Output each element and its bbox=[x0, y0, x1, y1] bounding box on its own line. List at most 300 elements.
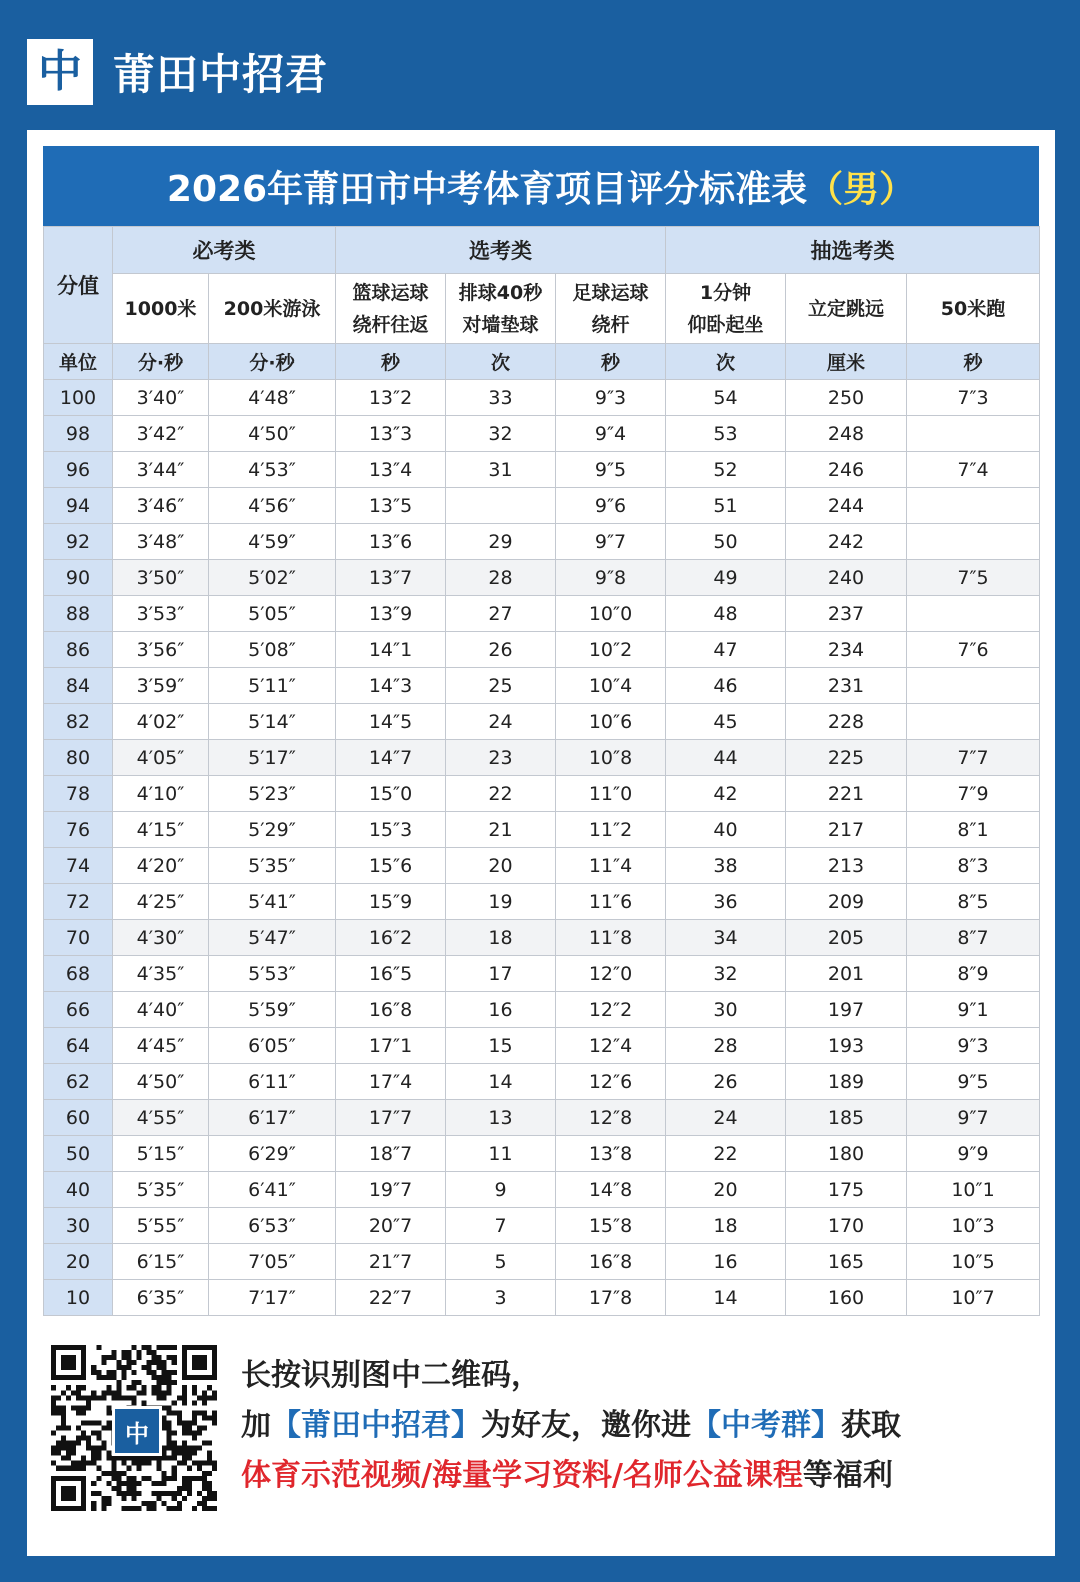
qr-module bbox=[177, 1446, 182, 1451]
value-cell: 3 bbox=[446, 1280, 556, 1316]
value-cell: 26 bbox=[446, 632, 556, 668]
value-cell: 22 bbox=[446, 776, 556, 812]
qr-module bbox=[101, 1506, 106, 1511]
value-cell: 24 bbox=[446, 704, 556, 740]
qr-module bbox=[212, 1491, 217, 1496]
qr-module bbox=[167, 1476, 172, 1481]
qr-module bbox=[147, 1350, 152, 1355]
qr-module bbox=[131, 1486, 136, 1491]
qr-module bbox=[182, 1425, 187, 1430]
qr-module bbox=[202, 1476, 207, 1481]
qr-module bbox=[126, 1476, 131, 1481]
value-cell: 5′35″ bbox=[113, 1172, 209, 1208]
qr-module bbox=[96, 1431, 101, 1436]
unit-header: 单位 bbox=[44, 344, 113, 380]
qr-module bbox=[167, 1420, 172, 1425]
qr-module bbox=[86, 1405, 91, 1410]
qr-module bbox=[106, 1390, 111, 1395]
qr-module bbox=[101, 1501, 106, 1506]
value-cell: 45 bbox=[666, 704, 786, 740]
value-cell: 6′29″ bbox=[209, 1136, 336, 1172]
value-cell: 26 bbox=[666, 1064, 786, 1100]
qr-module bbox=[116, 1385, 121, 1390]
column-header bbox=[786, 274, 907, 344]
column-header-line: 篮球运球 bbox=[352, 281, 429, 304]
value-cell: 12″6 bbox=[556, 1064, 666, 1100]
qr-module bbox=[116, 1365, 121, 1370]
score-cell: 40 bbox=[44, 1172, 113, 1208]
qr-module bbox=[207, 1395, 212, 1400]
qr-module bbox=[172, 1451, 177, 1456]
value-cell: 21 bbox=[446, 812, 556, 848]
qr-module bbox=[116, 1491, 121, 1496]
footer-line-2 bbox=[241, 1401, 901, 1451]
qr-module bbox=[61, 1425, 66, 1430]
value-cell: 9″7 bbox=[556, 524, 666, 560]
value-cell: 49 bbox=[666, 560, 786, 596]
value-cell: 217 bbox=[786, 812, 907, 848]
qr-module bbox=[91, 1456, 96, 1461]
qr-module bbox=[96, 1370, 101, 1375]
value-cell: 18 bbox=[666, 1208, 786, 1244]
qr-module bbox=[157, 1365, 162, 1370]
qr-module bbox=[167, 1456, 172, 1461]
qr-module bbox=[137, 1380, 142, 1385]
qr-module bbox=[172, 1380, 177, 1385]
qr-module bbox=[71, 1446, 76, 1451]
qr-module bbox=[182, 1476, 187, 1481]
qr-module bbox=[142, 1400, 147, 1405]
table-row bbox=[44, 920, 1040, 956]
qr-module bbox=[162, 1501, 167, 1506]
value-cell: 5′05″ bbox=[209, 596, 336, 632]
qr-module bbox=[96, 1395, 101, 1400]
value-cell: 14″5 bbox=[336, 704, 446, 740]
footer bbox=[51, 1345, 1031, 1515]
value-cell: 32 bbox=[446, 416, 556, 452]
value-cell: 4′05″ bbox=[113, 740, 209, 776]
qr-module bbox=[177, 1410, 182, 1415]
qr-module bbox=[152, 1370, 157, 1375]
qr-module bbox=[111, 1456, 116, 1461]
qr-module bbox=[202, 1506, 207, 1511]
score-cell: 10 bbox=[44, 1280, 113, 1316]
qr-module bbox=[207, 1385, 212, 1390]
qr-module bbox=[147, 1476, 152, 1481]
value-cell: 3′42″ bbox=[113, 416, 209, 452]
value-cell: 22″7 bbox=[336, 1280, 446, 1316]
qr-module bbox=[207, 1415, 212, 1420]
qr-module bbox=[167, 1370, 172, 1375]
qr-module bbox=[207, 1441, 212, 1446]
value-cell: 19 bbox=[446, 884, 556, 920]
qr-module bbox=[91, 1446, 96, 1451]
qr-module bbox=[131, 1506, 136, 1511]
qr-module bbox=[207, 1451, 212, 1456]
qr-module bbox=[51, 1385, 56, 1390]
table-row bbox=[44, 1208, 1040, 1244]
qr-module bbox=[91, 1481, 96, 1486]
qr-module bbox=[212, 1395, 217, 1400]
qr-module bbox=[172, 1456, 177, 1461]
value-cell: 250 bbox=[786, 380, 907, 416]
qr-module bbox=[152, 1481, 157, 1486]
qr-module bbox=[101, 1360, 106, 1365]
value-cell: 242 bbox=[786, 524, 907, 560]
value-cell: 20 bbox=[446, 848, 556, 884]
column-header-line: 1分钟 bbox=[699, 281, 752, 304]
value-cell: 4′40″ bbox=[113, 992, 209, 1028]
qr-module bbox=[66, 1425, 71, 1430]
value-cell: 10″2 bbox=[556, 632, 666, 668]
qr-module bbox=[167, 1385, 172, 1390]
column-header bbox=[907, 274, 1040, 344]
value-cell: 17″8 bbox=[556, 1280, 666, 1316]
qr-module bbox=[91, 1370, 96, 1375]
qr-module bbox=[192, 1461, 197, 1466]
qr-module bbox=[197, 1466, 202, 1471]
unit-row bbox=[44, 344, 1040, 380]
footer-line-3 bbox=[241, 1451, 901, 1501]
qr-module bbox=[76, 1425, 81, 1430]
value-cell: 13″4 bbox=[336, 452, 446, 488]
value-cell: 24 bbox=[666, 1100, 786, 1136]
qr-module bbox=[66, 1395, 71, 1400]
qr-module bbox=[111, 1390, 116, 1395]
value-cell: 9″1 bbox=[907, 992, 1040, 1028]
qr-module bbox=[212, 1410, 217, 1415]
qr-module bbox=[91, 1491, 96, 1496]
score-cell: 84 bbox=[44, 668, 113, 704]
qr-module bbox=[137, 1456, 142, 1461]
table-row bbox=[44, 560, 1040, 596]
value-cell: 33 bbox=[446, 380, 556, 416]
qr-module bbox=[86, 1395, 91, 1400]
value-cell: 9″8 bbox=[556, 560, 666, 596]
qr-module bbox=[147, 1365, 152, 1370]
qr-module bbox=[131, 1385, 136, 1390]
qr-module bbox=[167, 1345, 172, 1350]
table-row bbox=[44, 1100, 1040, 1136]
value-cell: 209 bbox=[786, 884, 907, 920]
score-header: 分值 bbox=[44, 227, 113, 344]
table-row bbox=[44, 1244, 1040, 1280]
value-cell: 7′05″ bbox=[209, 1244, 336, 1280]
score-cell: 72 bbox=[44, 884, 113, 920]
qr-module bbox=[81, 1461, 86, 1466]
value-cell: 189 bbox=[786, 1064, 907, 1100]
qr-module bbox=[192, 1451, 197, 1456]
qr-module bbox=[137, 1355, 142, 1360]
qr-module bbox=[207, 1506, 212, 1511]
value-cell: 4′35″ bbox=[113, 956, 209, 992]
qr-module bbox=[172, 1441, 177, 1446]
qr-module bbox=[101, 1395, 106, 1400]
qr-module bbox=[187, 1446, 192, 1451]
table-row bbox=[44, 380, 1040, 416]
score-cell: 78 bbox=[44, 776, 113, 812]
value-cell: 15″0 bbox=[336, 776, 446, 812]
value-cell: 13″3 bbox=[336, 416, 446, 452]
table-row bbox=[44, 704, 1040, 740]
score-cell: 82 bbox=[44, 704, 113, 740]
value-cell: 3′40″ bbox=[113, 380, 209, 416]
qr-module bbox=[212, 1461, 217, 1466]
column-header-line: 200米游泳 bbox=[223, 297, 321, 320]
value-cell: 11″6 bbox=[556, 884, 666, 920]
value-cell: 29 bbox=[446, 524, 556, 560]
qr-module bbox=[142, 1476, 147, 1481]
qr-module bbox=[51, 1451, 56, 1456]
qr-module bbox=[131, 1496, 136, 1501]
unit-cell: 厘米 bbox=[786, 344, 907, 380]
qr-module bbox=[187, 1451, 192, 1456]
table-row bbox=[44, 992, 1040, 1028]
value-cell: 7″5 bbox=[907, 560, 1040, 596]
qr-module bbox=[56, 1405, 61, 1410]
qr-module bbox=[152, 1491, 157, 1496]
table-row bbox=[44, 812, 1040, 848]
qr-module bbox=[157, 1461, 162, 1466]
qr-module bbox=[131, 1370, 136, 1375]
qr-module bbox=[202, 1501, 207, 1506]
value-cell: 11″8 bbox=[556, 920, 666, 956]
qr-module bbox=[152, 1456, 157, 1461]
value-cell: 7″7 bbox=[907, 740, 1040, 776]
qr-module bbox=[51, 1395, 56, 1400]
qr-module bbox=[61, 1410, 66, 1415]
brand-name: 莆田中招君 bbox=[113, 50, 329, 99]
qr-module bbox=[106, 1501, 111, 1506]
qr-module bbox=[142, 1365, 147, 1370]
value-cell: 8″9 bbox=[907, 956, 1040, 992]
value-cell: 3′44″ bbox=[113, 452, 209, 488]
qr-module bbox=[207, 1461, 212, 1466]
value-cell: 15″6 bbox=[336, 848, 446, 884]
value-cell: 19″7 bbox=[336, 1172, 446, 1208]
value-cell: 225 bbox=[786, 740, 907, 776]
value-cell: 6′11″ bbox=[209, 1064, 336, 1100]
qr-module bbox=[137, 1390, 142, 1395]
qr-module bbox=[81, 1431, 86, 1436]
column-header-line: 仰卧起坐 bbox=[687, 313, 764, 336]
qr-module bbox=[152, 1385, 157, 1390]
value-cell: 7″3 bbox=[907, 380, 1040, 416]
qr-module bbox=[167, 1436, 172, 1441]
value-cell: 244 bbox=[786, 488, 907, 524]
value-cell: 10″5 bbox=[907, 1244, 1040, 1280]
qr-module bbox=[197, 1395, 202, 1400]
table-title bbox=[43, 146, 1039, 226]
qr-module bbox=[76, 1410, 81, 1415]
qr-module bbox=[172, 1370, 177, 1375]
qr-module bbox=[152, 1506, 157, 1511]
qr-module bbox=[101, 1446, 106, 1451]
qr-module bbox=[106, 1451, 111, 1456]
qr-module bbox=[197, 1461, 202, 1466]
qr-module bbox=[197, 1425, 202, 1430]
qr-module bbox=[71, 1390, 76, 1395]
group-header-row bbox=[44, 227, 1040, 274]
column-header-line: 绕杆 bbox=[591, 313, 630, 336]
score-table bbox=[43, 226, 1040, 1316]
unit-cell: 次 bbox=[666, 344, 786, 380]
unit-cell: 秒 bbox=[556, 344, 666, 380]
qr-module bbox=[126, 1491, 131, 1496]
value-cell bbox=[907, 488, 1040, 524]
qr-module bbox=[192, 1436, 197, 1441]
value-cell: 5′23″ bbox=[209, 776, 336, 812]
qr-badge bbox=[112, 1406, 162, 1456]
qr-module bbox=[106, 1385, 111, 1390]
qr-module bbox=[152, 1350, 157, 1355]
qr-module bbox=[192, 1506, 197, 1511]
value-cell: 10″8 bbox=[556, 740, 666, 776]
value-cell: 11″4 bbox=[556, 848, 666, 884]
qr-module bbox=[182, 1456, 187, 1461]
qr-module bbox=[187, 1456, 192, 1461]
value-cell: 231 bbox=[786, 668, 907, 704]
qr-module bbox=[142, 1390, 147, 1395]
value-cell: 4′20″ bbox=[113, 848, 209, 884]
qr-module bbox=[207, 1481, 212, 1486]
qr-module bbox=[157, 1375, 162, 1380]
value-cell: 50 bbox=[666, 524, 786, 560]
qr-module bbox=[167, 1355, 172, 1360]
qr-module bbox=[172, 1446, 177, 1451]
qr-module bbox=[182, 1395, 187, 1400]
value-cell: 4′50″ bbox=[113, 1064, 209, 1100]
qr-module bbox=[81, 1456, 86, 1461]
value-cell: 160 bbox=[786, 1280, 907, 1316]
qr-module bbox=[212, 1506, 217, 1511]
value-cell: 4′59″ bbox=[209, 524, 336, 560]
qr-module bbox=[162, 1370, 167, 1375]
qr-module bbox=[96, 1451, 101, 1456]
value-cell: 13″5 bbox=[336, 488, 446, 524]
qr-module bbox=[212, 1390, 217, 1395]
qr-module bbox=[207, 1491, 212, 1496]
qr-module bbox=[91, 1461, 96, 1466]
value-cell: 165 bbox=[786, 1244, 907, 1280]
qr-module bbox=[207, 1471, 212, 1476]
qr-module bbox=[121, 1395, 126, 1400]
value-cell: 9″7 bbox=[907, 1100, 1040, 1136]
qr-module bbox=[162, 1360, 167, 1365]
value-cell: 5′47″ bbox=[209, 920, 336, 956]
qr-module bbox=[182, 1441, 187, 1446]
qr-module bbox=[86, 1420, 91, 1425]
value-cell: 7 bbox=[446, 1208, 556, 1244]
value-cell: 9″5 bbox=[907, 1064, 1040, 1100]
table-title-text: 2026年莆田市中考体育项目评分标准表 bbox=[166, 168, 808, 210]
qr-module bbox=[96, 1466, 101, 1471]
table-row bbox=[44, 848, 1040, 884]
qr-module bbox=[147, 1501, 152, 1506]
qr-module bbox=[91, 1506, 96, 1511]
value-cell: 8″1 bbox=[907, 812, 1040, 848]
qr-module bbox=[121, 1481, 126, 1486]
qr-module bbox=[66, 1441, 71, 1446]
value-cell: 3′53″ bbox=[113, 596, 209, 632]
unit-cell: 分·秒 bbox=[113, 344, 209, 380]
qr-module bbox=[142, 1456, 147, 1461]
qr-module bbox=[162, 1365, 167, 1370]
qr-badge-char: 中 bbox=[125, 1419, 149, 1448]
qr-module bbox=[207, 1456, 212, 1461]
qr-module bbox=[192, 1415, 197, 1420]
value-cell: 180 bbox=[786, 1136, 907, 1172]
value-cell: 8″7 bbox=[907, 920, 1040, 956]
value-cell: 4′48″ bbox=[209, 380, 336, 416]
qr-module bbox=[106, 1420, 111, 1425]
qr-module bbox=[202, 1486, 207, 1491]
qr-module bbox=[86, 1436, 91, 1441]
qr-module bbox=[172, 1431, 177, 1436]
value-cell: 6′41″ bbox=[209, 1172, 336, 1208]
qr-module bbox=[101, 1390, 106, 1395]
qr-finder-core bbox=[61, 1355, 76, 1370]
qr-module bbox=[147, 1461, 152, 1466]
qr-module bbox=[111, 1471, 116, 1476]
value-cell: 9″9 bbox=[907, 1136, 1040, 1172]
qr-module bbox=[111, 1486, 116, 1491]
value-cell: 46 bbox=[666, 668, 786, 704]
qr-module bbox=[187, 1481, 192, 1486]
qr-module bbox=[51, 1410, 56, 1415]
qr-module bbox=[142, 1501, 147, 1506]
column-header-row bbox=[44, 274, 1040, 344]
qr-module bbox=[101, 1375, 106, 1380]
qr-module bbox=[147, 1456, 152, 1461]
value-cell: 228 bbox=[786, 704, 907, 740]
value-cell: 4′55″ bbox=[113, 1100, 209, 1136]
qr-module bbox=[91, 1451, 96, 1456]
qr-module bbox=[202, 1390, 207, 1395]
value-cell: 9 bbox=[446, 1172, 556, 1208]
qr-module bbox=[91, 1431, 96, 1436]
value-cell: 14 bbox=[446, 1064, 556, 1100]
table-row bbox=[44, 416, 1040, 452]
qr-module bbox=[126, 1360, 131, 1365]
value-cell: 17″7 bbox=[336, 1100, 446, 1136]
table-row bbox=[44, 632, 1040, 668]
qr-module bbox=[56, 1441, 61, 1446]
qr-module bbox=[162, 1395, 167, 1400]
qr-module bbox=[167, 1441, 172, 1446]
qr-module bbox=[197, 1491, 202, 1496]
qr-module bbox=[91, 1365, 96, 1370]
qr-module bbox=[126, 1350, 131, 1355]
value-cell: 11 bbox=[446, 1136, 556, 1172]
value-cell: 13″2 bbox=[336, 380, 446, 416]
value-cell: 47 bbox=[666, 632, 786, 668]
value-cell: 4′25″ bbox=[113, 884, 209, 920]
qr-module bbox=[71, 1441, 76, 1446]
qr-module bbox=[86, 1441, 91, 1446]
column-header-line: 对墙垫球 bbox=[462, 313, 539, 336]
value-cell: 16 bbox=[666, 1244, 786, 1280]
value-cell: 15″9 bbox=[336, 884, 446, 920]
qr-module bbox=[61, 1415, 66, 1420]
qr-module bbox=[126, 1395, 131, 1400]
score-cell: 70 bbox=[44, 920, 113, 956]
value-cell: 32 bbox=[666, 956, 786, 992]
value-cell: 5′35″ bbox=[209, 848, 336, 884]
value-cell bbox=[907, 596, 1040, 632]
qr-finder-core bbox=[61, 1486, 76, 1501]
value-cell: 5 bbox=[446, 1244, 556, 1280]
